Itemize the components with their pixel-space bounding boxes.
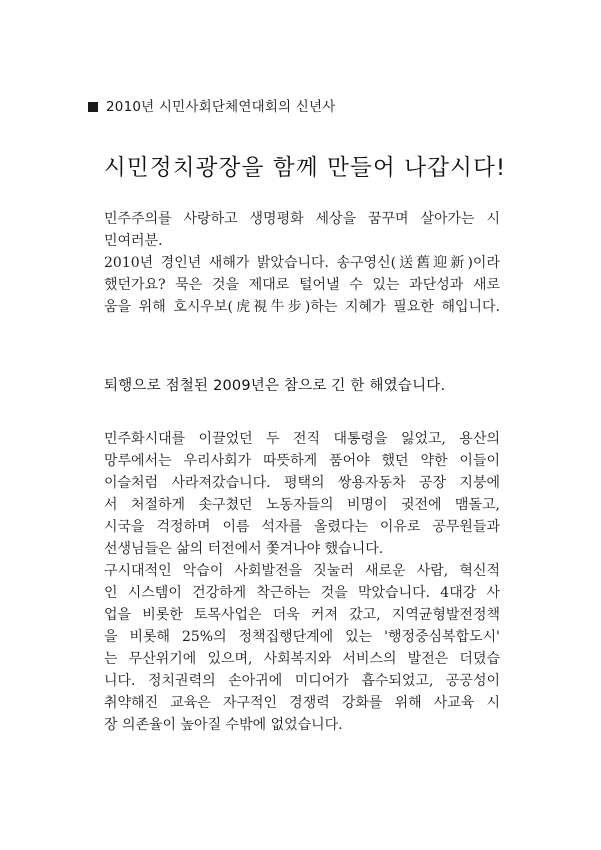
body-line: 선생님들은 삶의 터전에서 쫓겨나야 했습니다. [104,541,384,557]
body-line: 구시대적인 악습이 사회발전을 짓눌러 새로운 사람, 혁신적 [104,563,500,579]
body-paragraph [104,428,500,736]
body-line: 을 비롯해 25%의 정책집행단계에 있는 '행정중심복합도시' [104,629,500,645]
intro-line: 움을 위해 호시우보(虎視牛步)하는 지혜가 필요한 해입니다. [104,299,500,315]
body-line: 업을 비롯한 토목사업은 더욱 커져 갔고, 지역균형발전정책 [104,607,500,623]
body-line: 니다. 정치권력의 손아귀에 미디어가 흡수되었고, 공공성이 [104,673,500,689]
body-line: 민주화시대를 이끌었던 두 전직 대통령을 잃었고, 용산의 [104,431,500,447]
body-line: 인 시스템이 건강하게 착근하는 것을 막았습니다. 4대강 사 [104,585,500,601]
body-line: 서 처절하게 솟구쳤던 노동자들의 비명이 귓전에 맴돌고, [104,497,500,513]
body-line: 는 무산위기에 있으며, 사회복지와 서비스의 발전은 더뎠습 [104,651,500,667]
section-heading: 퇴행으로 점철된 2009년은 참으로 긴 한 해였습니다. [104,378,446,394]
body-line: 장 의존율이 높아질 수밖에 없었습니다. [104,717,343,733]
intro-paragraph [104,208,500,318]
document-title: 시민정치광장을 함께 만들어 나갑시다! [104,155,507,181]
body-line: 취약해진 교육은 자구적인 경쟁력 강화를 위해 사교육 시 [104,695,500,711]
intro-line: 했던가요? 묵은 것을 제대로 털어낼 수 있는 과단성과 새로 [104,277,500,293]
body-line: 망루에서는 우리사회가 따뜻하게 품어야 했던 약한 이들이 [104,453,500,469]
header-text: 2010년 시민사회단체연대회의 신년사 [106,99,336,115]
intro-line: 2010년 경인년 새해가 밝았습니다. 송구영신(送舊迎新)이라 [104,255,500,271]
body-line: 시국을 걱정하며 이름 석자를 올렸다는 이유로 공무원들과 [104,519,500,535]
intro-line: 민여러분. [104,233,163,249]
body-line: 이슬처럼 사라져갔습니다. 평택의 쌍용자동차 공장 지붕에 [104,475,500,491]
black-square-icon [88,102,98,112]
document-header [88,95,336,115]
intro-line: 민주주의를 사랑하고 생명평화 세상을 꿈꾸며 살아가는 시 [104,211,500,227]
